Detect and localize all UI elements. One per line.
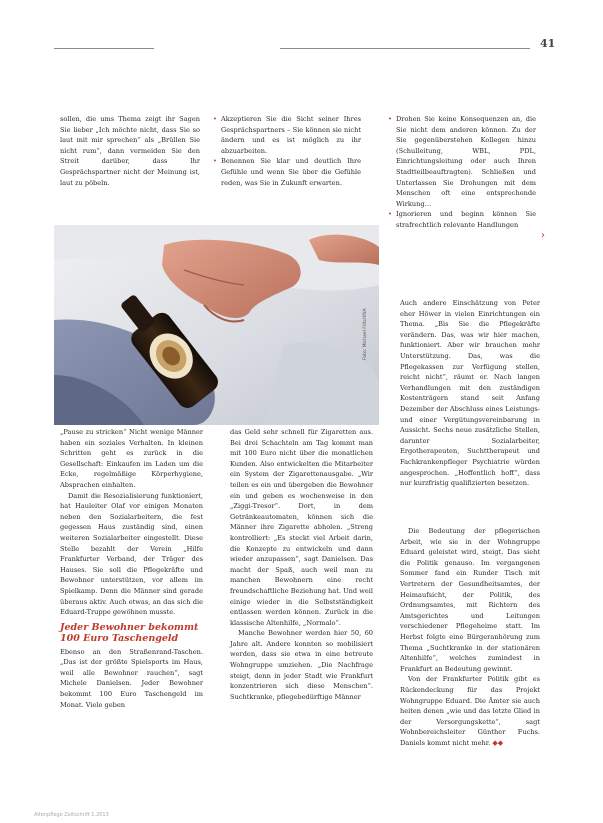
right-column-top <box>400 298 540 489</box>
middle-paragraph-1: das Geld sehr schnell für Zigaretten aus. Bei drei Schachteln am Tag kommt man mit 100 Euro nicht über die monatlichen Kunden. Also entwickelten die Mitarbeiter ein System der Zigarettenausgabe. „Wir teilen es ein und übergeben die Bewohner ein und geben es wochenweise in den „Ziggi-Tresor“. Dort, in dem Getränkeautomaten, können sich die Männer ihre Zigarette abholen. „Streng kontrolliert: „Es steckt viel Arbeit darin, die Konzepte zu entwickeln und dann wieder anzupassen“, sagt Danielsen. Das macht der Spaß, auch weil man zu manchen Bewohnern eine recht freundschaftliche Beziehung hat. Und weil einige wieder in die Selbstständigkeit entlassen werden können. Zurück in die klassische Altenhilfe, „Normalo“. <box>230 428 373 627</box>
photo-credit: Foto: Michael Fritz/KNA <box>363 308 368 360</box>
middle-column <box>230 427 373 702</box>
intro-column-2 <box>213 114 361 188</box>
list-item: • Akzeptieren Sie die Sicht seiner Ihres Gesprächspartners – Sie können sie nicht ändern und es ist möglich zu ihr abzuarbeiten. <box>213 114 361 156</box>
photo-illustration <box>54 225 379 425</box>
left-column <box>60 427 203 710</box>
intro-paragraph-1: sollen, die ums Thema zeigt ihr Sagen Sie lieber „Ich möchte nicht, dass Sie so laut mit mir sprechen“ als „Brüllen Sie nicht rum“, dann vermeiden Sie den Streit darüber, dass Ihr Gesprächspartner nicht der Meinung ist, laut zu pöbeln. <box>60 115 200 187</box>
list-item: • Ignorieren und beginn können Sie strafrechtlich relevante Handlungen <box>388 209 536 230</box>
intro-column-1 <box>60 114 200 188</box>
top-rule-left <box>54 48 154 49</box>
photo-man-with-bottle <box>54 225 379 425</box>
left-paragraph-2: Damit die Resozialisierung funktioniert, hat Hauleiter Olaf vor einigen Monaten neben den Sozialarbeitern, die fest gegessen Haus zuständig sind, einen weiteren Sozialarbeiter eingestellt. Diese Stelle bezahlt der Verein „Hilfe Frankfurter Verband, der Träger des Hauses. Sie soll die Pflegekräfte und Bewohner unterstützen, vor allem im Spielkamp. Denn die Männer sind gerade überaus aktiv. Auch etwas, an das sich die Eduard-Truppe gewöhnen musste. <box>60 491 203 617</box>
right-top-paragraph: Auch andere Einschätzung von Peter eher Höwer in vielen Einrichtungen ein Thema. „Bis Sie die Pflegekräfte verändern. Das, was wir hier machen, funktioniert. Aber wir brauchen mehr Unterstützung. Das, was die Pflegekassen zur Verfügung stellen, reicht nicht“, räumt er. Nach langen Verhandlungen mit den zuständigen Kostenträgern stand seit Anfang Dezember der Abschluss eines Leistungs- und einer Vergütungsvereinbarung in Aussicht. Sechs neue zusätzliche Stellen, darunter Sozialarbeiter, Ergotherapeuten, Suchttherapeut und Fachkrankenpfleger Psychiatrie würden angesprochen. „Hoffentlich hoff“, dass nur kurzfristig qualifizierten besetzen. <box>400 299 540 488</box>
continue-arrow-icon: › <box>541 230 545 241</box>
page-footer: Altenpflege Zeitschrift 1.2013 <box>34 812 109 818</box>
intro-column-3 <box>388 114 536 231</box>
top-rule-right <box>280 48 530 49</box>
intro-list-3 <box>388 114 536 231</box>
intro-list-2 <box>213 114 361 188</box>
left-paragraph-1: „Pause zu stricken“ Nicht wenige Männer haben ein soziales Verhalten. In kleinen Schritten geht es zurück in die Gesellschaft: Einkaufen im Laden um die Ecke, regelmäßige Körperhygiene, Absprachen einhalten. <box>60 428 203 489</box>
right-bottom-paragraph-2 <box>400 674 540 748</box>
section-subheading: Jeder Bewohner bekommt 100 Euro Taschengeld <box>60 621 199 644</box>
article-end-icon: ◆◆ <box>492 738 504 747</box>
right-bottom-paragraph-2-text: Von der Frankfurter Politik gibt es Rückendeckung für das Projekt Wohngruppe Eduard. Die Ämter sie auch heiten denen „wie und das letzte Glied in der Versorgungskette“, sagt Wohnbereichsleiter Günther Fuchs. Daniels kommt nicht mehr. <box>400 675 540 747</box>
middle-paragraph-2: Manche Bewohner werden hier 50, 60 Jahre alt. Andere konnten so mobilisiert werden, dass sie etwa in eine betreute Wohngruppe umziehen. „Die Nachfrage steigt, denn in jeder Stadt wie Frankfurt konzentrieren sich diese Menschen“. Suchtkranke, pflegebedürftige Männer <box>230 629 373 701</box>
list-item: • Benennen Sie klar und deutlich Ihre Gefühle und wenn Sie über die Gefühle reden, was Sie in Zukunft erwarten. <box>213 156 361 188</box>
page-number: 41 <box>540 37 556 50</box>
right-bottom-paragraph-1: Die Bedeutung der pflegerischen Arbeit, wie sie in der Wohngruppe Eduard geleistet wird, steigt. Das sieht die Politik genauso. Im vergangenen Sommer fand ein Runder Tisch mit Vertretern der Gesundheitsamtes, der Heimaufsicht, der Politik, des Ordnungsamtes, mit Richtern des Amtsgerichtes und Leitungen verschiedener Pflegeheime statt. Im Herbst folgte eine Bürgeranhörung zum Thema „Suchtkranke in der stationären Altenhilfe“, welches zumindest in Frankfurt an Bedeutung gewinnt. <box>400 527 540 673</box>
left-paragraph-3: Ebenso an den Straßenrand-Taschen. „Das ist der größte Spielsports im Haus, weil alle Bewohner rauchen“, sagt Michele Danielsen. Jeder Bewohner bekommt 100 Euro Taschengeld im Monat. Viele geben <box>60 647 203 709</box>
right-column-bottom <box>400 526 540 748</box>
list-item: • Drohen Sie keine Konsequenzen an, die Sie nicht dem anderen können. Zu der Sie gegenüberstehen Kollegen hinzu (Schulleitung, WBL, PDL, Einrichtungsleitung oder auch Ihren Stadtteilbeauftragten). Schließen und Unterlassen Sie Drohungen mit dem Menschen oft eine entsprechende Wirkung… <box>388 114 536 209</box>
